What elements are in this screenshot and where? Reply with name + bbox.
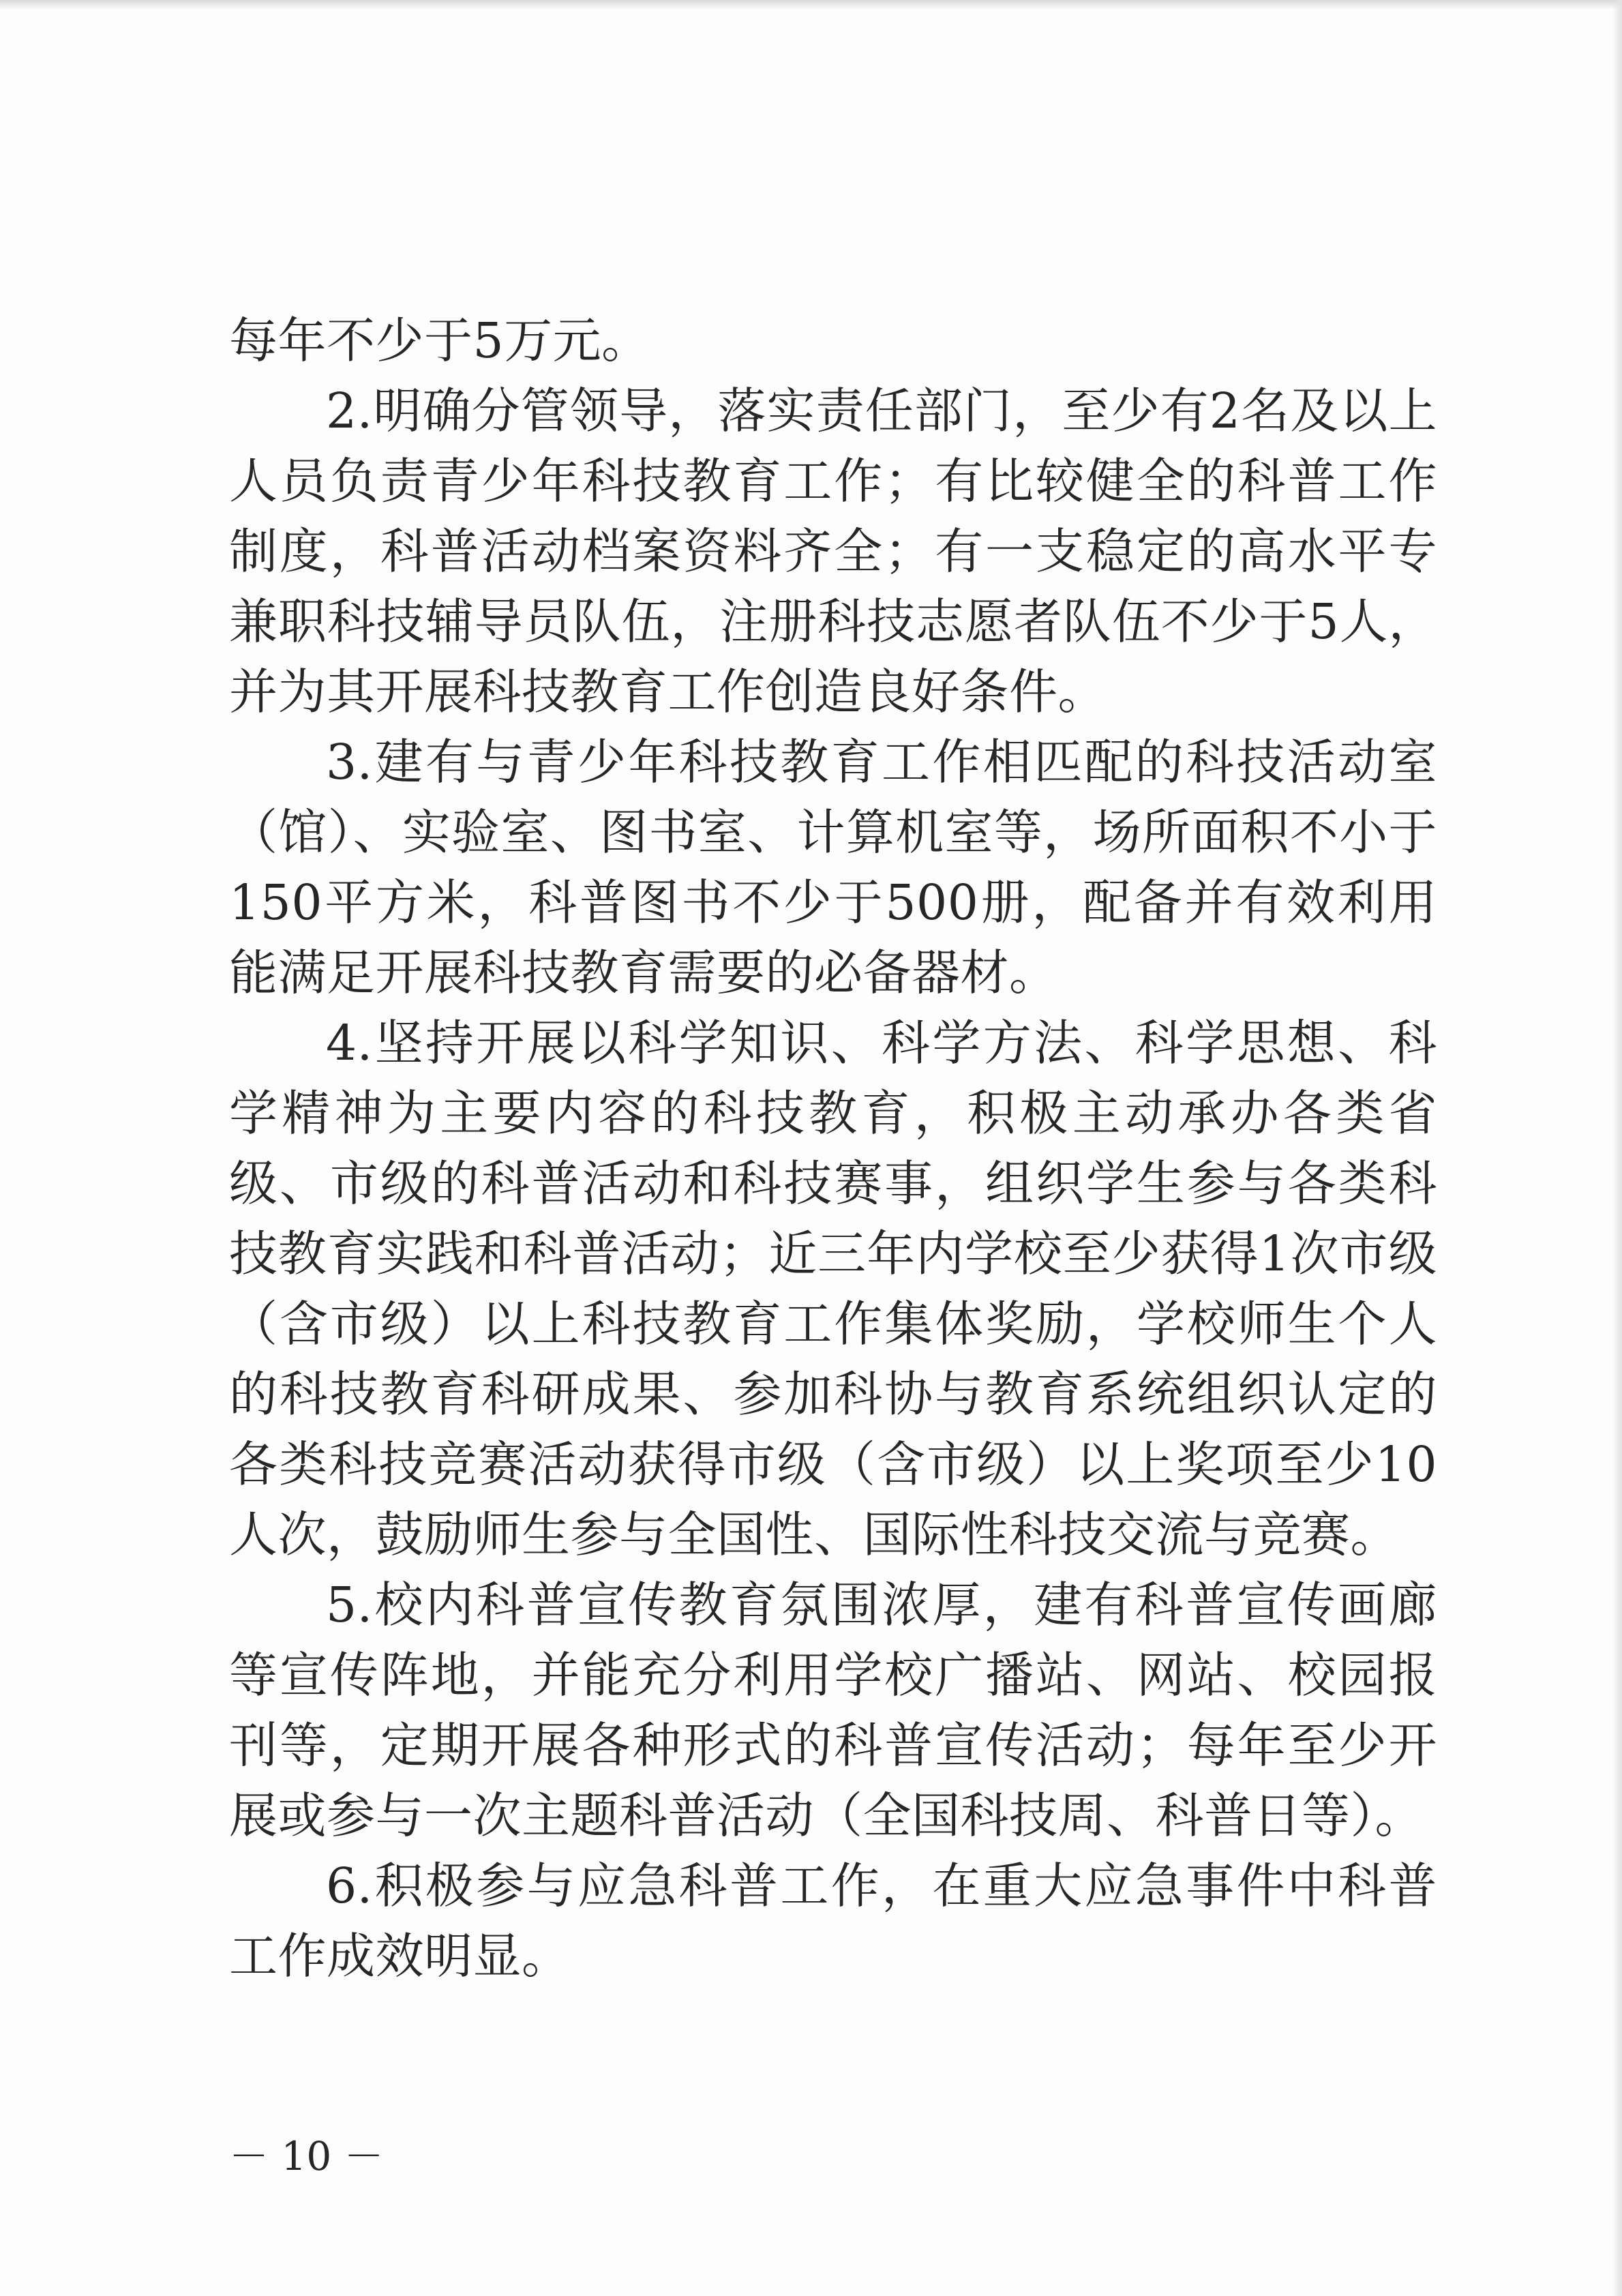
paragraph-item-5: 5.校内科普宣传教育氛围浓厚，建有科普宣传画廊等宣传阵地，并能充分利用学校广播站、网站、校园报刊等，定期开展各种形式的科普宣传活动；每年至少开展或参与一次主题科普活动（全国科技周、科普日等）。 <box>229 1577 1437 1844</box>
scan-edge-top <box>0 0 1622 10</box>
paragraph-item-3: 3.建有与青少年科技教育工作相匹配的科技活动室（馆）、实验室、图书室、计算机室等，场所面积不小于150平方米，科普图书不少于500册，配备并有效利用能满足开展科技教育需要的必备器材。 <box>229 734 1437 1001</box>
paragraph-item-2: 2.明确分管领导，落实责任部门，至少有2名及以上人员负责青少年科技教育工作；有比较健全的科普工作制度，科普活动档案资料齐全；有一支稳定的高水平专兼职科技辅导员队伍，注册科技志愿者队伍不少于5人，并为其开展科技教育工作创造良好条件。 <box>229 383 1437 720</box>
page-number: － 10 － <box>229 2133 384 2179</box>
scan-edge-right <box>1612 0 1622 2296</box>
paragraph-item-6: 6.积极参与应急科普工作，在重大应急事件中科普工作成效明显。 <box>229 1858 1437 1984</box>
paragraph-continuation: 每年不少于5万元。 <box>229 312 650 369</box>
body-text <box>229 305 1437 1991</box>
paragraph-item-4: 4.坚持开展以科学知识、科学方法、科学思想、科学精神为主要内容的科技教育，积极主动承办各类省级、市级的科普活动和科技赛事，组织学生参与各类科技教育实践和科普活动；近三年内学校至少获得1次市级（含市级）以上科技教育工作集体奖励，学校师生个人的科技教育科研成果、参加科协与教育系统组织认定的各类科技竞赛活动获得市级（含市级）以上奖项至少10人次，鼓励师生参与全国性、国际性科技交流与竞赛。 <box>229 1015 1437 1563</box>
